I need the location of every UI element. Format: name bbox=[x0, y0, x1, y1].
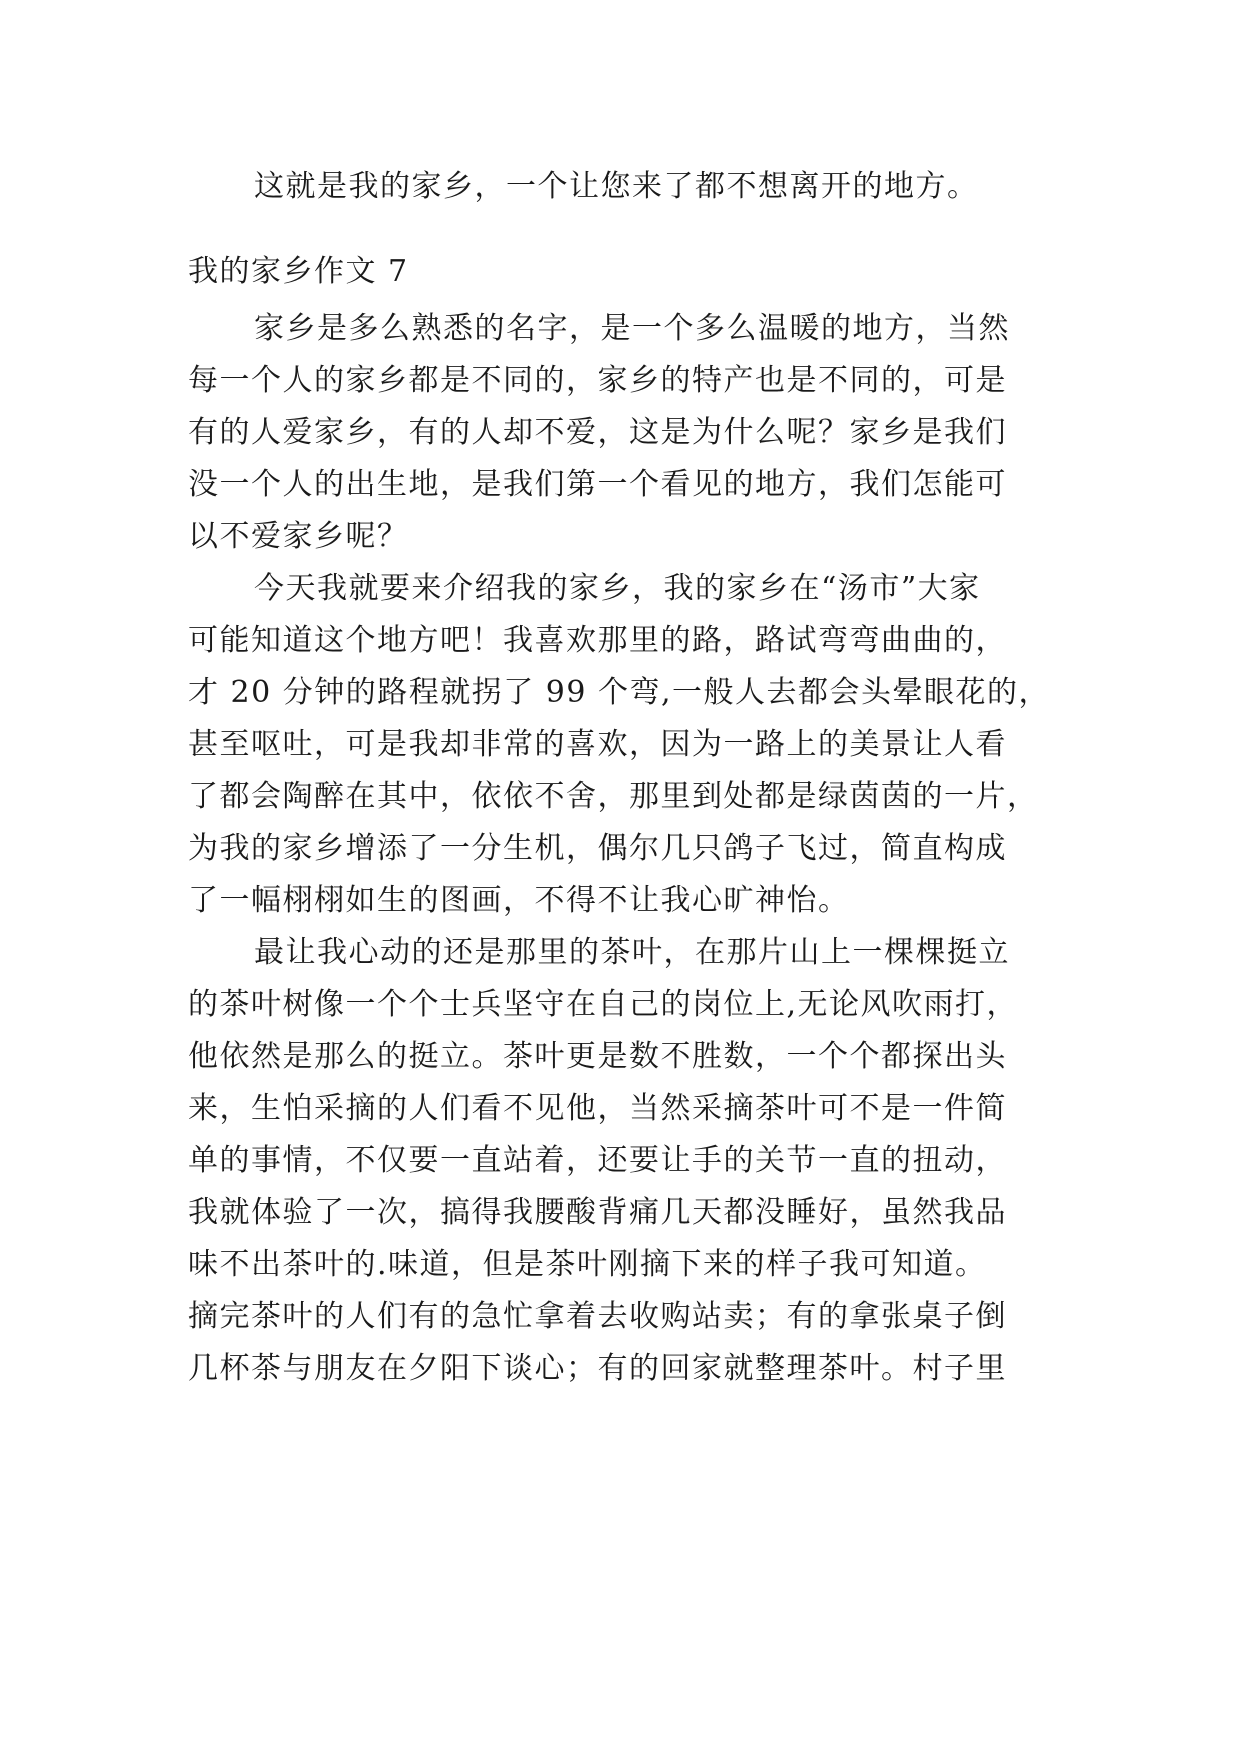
paragraph-line: 今天我就要来介绍我的家乡，我的家乡在“汤市”大家 bbox=[254, 571, 981, 606]
closing-line: 这就是我的家乡，一个让您来了都不想离开的地方。 bbox=[254, 169, 979, 204]
paragraph-line: 摘完茶叶的人们有的急忙拿着去收购站卖；有的拿张桌子倒 bbox=[188, 1299, 1007, 1334]
paragraph-line: 有的人爱家乡，有的人却不爱，这是为什么呢？家乡是我们 bbox=[188, 415, 1007, 450]
paragraph-line: 没一个人的出生地，是我们第一个看见的地方，我们怎能可 bbox=[188, 467, 1007, 502]
paragraph-line: 单的事情，不仅要一直站着，还要让手的关节一直的扭动， bbox=[188, 1143, 1007, 1178]
paragraph-line: 为我的家乡增添了一分生机，偶尔几只鸽子飞过，简直构成 bbox=[188, 831, 1007, 866]
paragraph-line: 来，生怕采摘的人们看不见他，当然采摘茶叶可不是一件简 bbox=[188, 1091, 1007, 1126]
paragraph-line: 味不出茶叶的.味道，但是茶叶刚摘下来的样子我可知道。 bbox=[188, 1247, 987, 1282]
paragraph-line: 甚至呕吐，可是我却非常的喜欢，因为一路上的美景让人看 bbox=[188, 727, 1007, 762]
paragraph-line: 几杯茶与朋友在夕阳下谈心；有的回家就整理茶叶。村子里 bbox=[188, 1351, 1007, 1386]
paragraph-line: 了一幅栩栩如生的图画，不得不让我心旷神怡。 bbox=[188, 883, 850, 918]
paragraph-line: 家乡是多么熟悉的名字，是一个多么温暖的地方，当然 bbox=[254, 311, 1010, 346]
paragraph-line: 的茶叶树像一个个士兵坚守在自己的岗位上,无论风吹雨打， bbox=[188, 987, 1019, 1022]
paragraph-line: 最让我心动的还是那里的茶叶，在那片山上一棵棵挺立 bbox=[254, 935, 1010, 970]
paragraph-line: 我就体验了一次，搞得我腰酸背痛几天都没睡好，虽然我品 bbox=[188, 1195, 1007, 1230]
paragraph-line: 以不爱家乡呢？ bbox=[188, 519, 409, 554]
paragraph-line: 可能知道这个地方吧！我喜欢那里的路，路试弯弯曲曲的， bbox=[188, 623, 1007, 658]
section-title: 我的家乡作文 7 bbox=[188, 254, 409, 289]
paragraph-line: 了都会陶醉在其中，依依不舍，那里到处都是绿茵茵的一片， bbox=[188, 779, 1039, 814]
paragraph-line: 他依然是那么的挺立。茶叶更是数不胜数，一个个都探出头 bbox=[188, 1039, 1007, 1074]
paragraph-line: 每一个人的家乡都是不同的，家乡的特产也是不同的，可是 bbox=[188, 363, 1007, 398]
paragraph-line: 才 20 分钟的路程就拐了 99 个弯,一般人去都会头晕眼花的， bbox=[188, 675, 1051, 710]
